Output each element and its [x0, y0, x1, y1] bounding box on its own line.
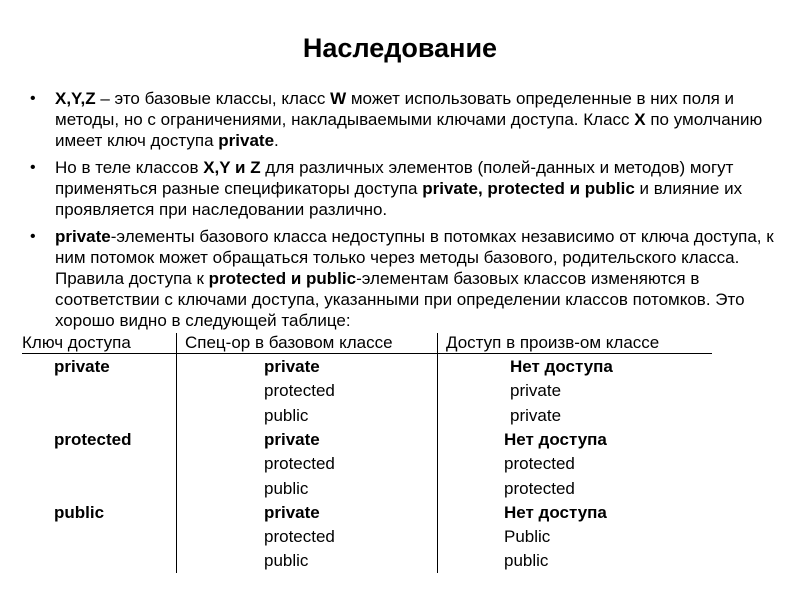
derived-access-cell: protected	[504, 478, 575, 498]
bullet-dot-icon: •	[30, 228, 36, 245]
bullet-text: .	[274, 131, 279, 150]
bullet-bold-text: private, protected и public	[422, 179, 635, 198]
table-header	[22, 331, 712, 354]
table-divider-2	[437, 333, 438, 573]
bullet-text: для различных элементов (полей-данных и методов) могут применяться разные спецификаторы доступа	[55, 158, 734, 198]
bullet-bold-text: private	[55, 227, 111, 246]
bullet-item	[30, 226, 780, 331]
page-title: Наследование	[302, 33, 498, 63]
header-derived-access: Доступ в произв-ом классе	[446, 333, 660, 352]
bullet-text: -элементы базового класса недоступны в потомках независимо от ключа доступа, к ним потомок может обращаться только через методы базового, родительского класса. Правила доступа к	[55, 227, 774, 288]
base-specifier-cell: private	[264, 429, 320, 449]
base-specifier-cell: public	[264, 551, 309, 571]
derived-access-cell: protected	[504, 454, 575, 474]
bullet-bold-text: protected и public	[208, 269, 357, 288]
header-access-key: Ключ доступа	[22, 333, 131, 352]
base-specifier-cell: protected	[264, 454, 335, 474]
bullet-text: и влияние их проявляется при наследовании различно.	[55, 179, 743, 219]
derived-access-cell: private	[510, 381, 562, 401]
bullet-bold-text: X,Y,Z	[55, 89, 96, 108]
bullet-bold-text: private	[218, 131, 275, 150]
access-key-cell: protected	[54, 429, 132, 449]
derived-access-cell: private	[510, 405, 562, 425]
table-divider-1	[176, 333, 177, 573]
derived-access-cell: Нет доступа	[504, 429, 607, 449]
derived-access-cell: Нет доступа	[510, 357, 613, 376]
bullet-bold-text: X	[634, 110, 646, 129]
bullet-text: может использовать определенные в них поля и методы, но с ограничениями, накладываемыми ключами доступа. Класс	[55, 89, 735, 129]
base-specifier-cell: private	[264, 357, 320, 376]
bullet-bold-text: W	[330, 89, 347, 108]
access-key-cell: private	[54, 357, 110, 376]
base-specifier-cell: protected	[264, 527, 335, 547]
bullet-text: -элементам базовых классов изменяются в соответствии с ключами доступа, указанными при определении классов потомков. Это хорошо видно в следующей таблице:	[55, 269, 745, 330]
header-base-specifier: Спец-ор в базовом классе	[185, 333, 393, 352]
base-specifier-cell: protected	[264, 381, 335, 401]
bullet-dot-icon: •	[30, 90, 36, 107]
bullet-item	[30, 88, 780, 151]
derived-access-cell: Нет доступа	[504, 502, 607, 522]
derived-access-cell: public	[504, 551, 549, 571]
derived-access-cell: Public	[504, 527, 551, 547]
base-specifier-cell: public	[264, 478, 309, 498]
bullet-text: по умолчанию имеет ключ доступа	[55, 110, 763, 150]
bullet-bold-text: X,Y и Z	[203, 158, 261, 177]
base-specifier-cell: private	[264, 502, 320, 522]
bullet-text: – это базовые классы, класс	[95, 89, 331, 108]
bullet-list	[30, 88, 780, 337]
access-table	[22, 331, 712, 354]
access-key-cell: public	[54, 502, 105, 522]
base-specifier-cell: public	[264, 405, 309, 425]
bullet-dot-icon: •	[30, 159, 36, 176]
bullet-item	[30, 157, 780, 220]
bullet-text: Но в теле классов	[55, 158, 204, 177]
